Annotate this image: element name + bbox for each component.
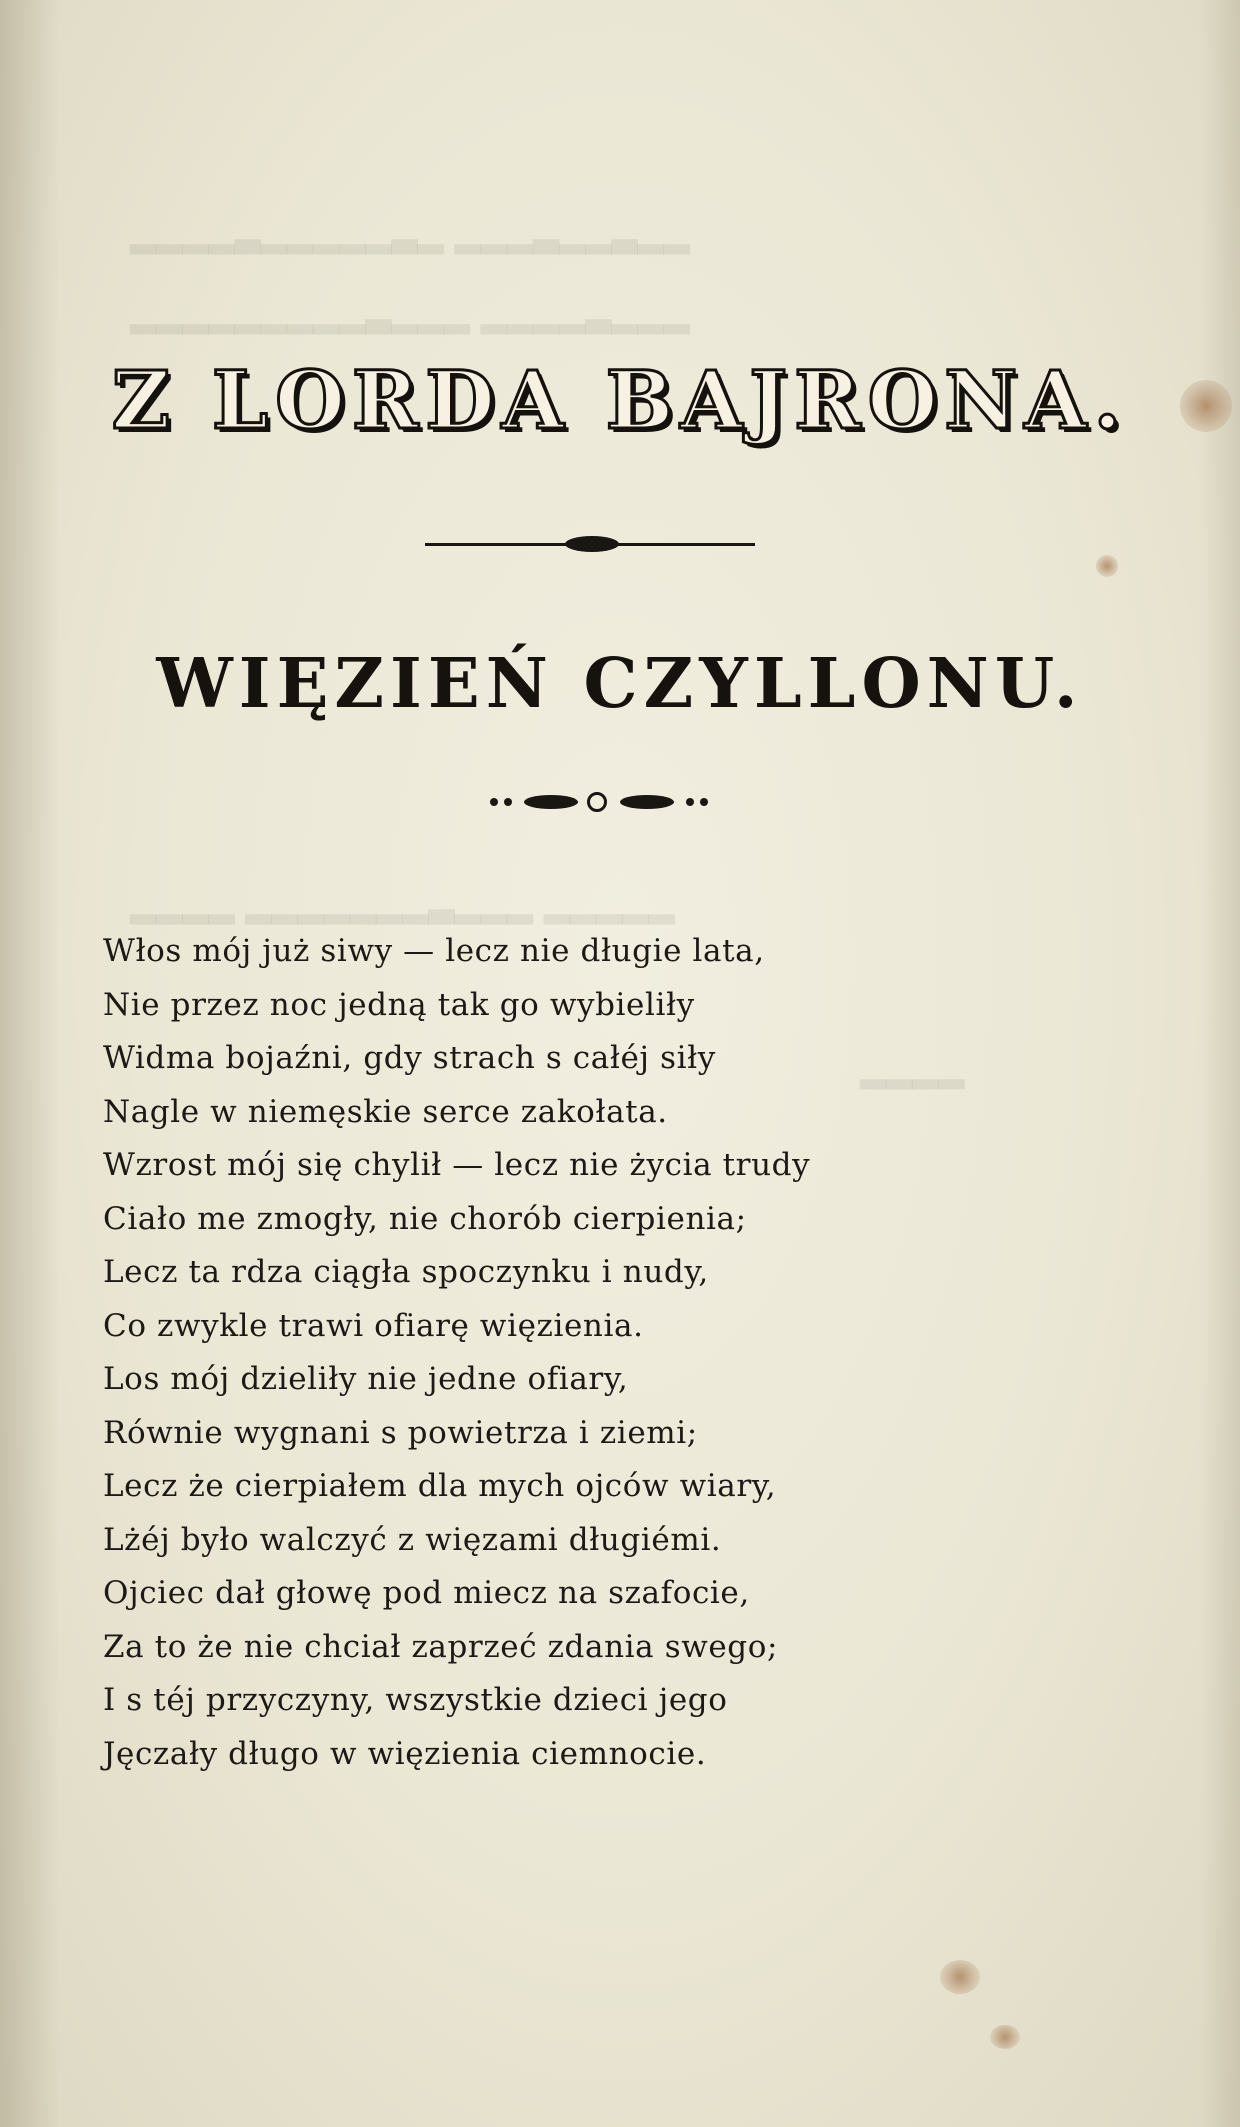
poem-line: Wzrost mój się chylił — lecz nie życia trudy (103, 1147, 811, 1183)
show-through-texture: ▂▂▂▂▂ ▂▂▂▃▂▂▂▂▂▂▂ ▂▂▂▂ (130, 885, 675, 925)
gutter-shadow (0, 0, 60, 2127)
poem-line: Ciało me zmogły, nie chorób cierpienia; (103, 1200, 747, 1237)
series-heading (0, 353, 1240, 447)
poem-line: Nagle w niemęskie serce zakołata. (103, 1093, 668, 1130)
poem-line: Los mój dzieliły nie jedne ofiary, (103, 1361, 629, 1397)
poem-line: Nie przez noc jedną tak go wybieliły (103, 986, 695, 1023)
show-through-texture: ▂▂▃▂▂▃▂▂▂ ▂▃▂▂▂▂▂▃▂▂▂▂ (130, 215, 690, 255)
poem-line: Widma bojaźni, gdy strach s całéj siły (103, 1040, 716, 1076)
poem-line: Ojciec dał głowę pod miecz na szafocie, (103, 1575, 750, 1611)
poem-line: Równie wygnani s powietrza i ziemi; (103, 1414, 698, 1451)
rule-ornament-icon (565, 536, 619, 552)
poem-line: Jęczały długo w więzienia ciemnocie. (103, 1735, 707, 1772)
poem-body (103, 925, 1003, 1781)
paper-stain (990, 2025, 1020, 2049)
poem-line: Lecz że cierpiałem dla mych ojców wiary, (103, 1468, 777, 1504)
poem-line: Lecz ta rdza ciągła spoczynku i nudy, (103, 1254, 709, 1290)
poem-line: Włos mój już siwy — lecz nie długie lata, (103, 933, 765, 969)
paper-stain (1096, 555, 1118, 577)
poem-title: WIĘZIEŃ CZYLLONU. (156, 644, 1084, 724)
series-title: Z LORDA BAJRONA. (111, 353, 1129, 447)
poem-line: Lżéj było walczyć z więzami długiémi. (103, 1521, 722, 1558)
divider-rule (425, 534, 755, 556)
show-through-texture: ▂▂▂▃▂▂▂▂ ▂▂▂▃▂▂▂▂▂▂▂▂▂ (130, 295, 690, 335)
paper-stain (940, 1960, 980, 1994)
poem-line: Za to że nie chciał zaprzeć zdania swego; (103, 1628, 779, 1665)
poem-line: I s téj przyczyny, wszystkie dzieci jego (103, 1682, 728, 1718)
page-edge-shadow (1200, 0, 1240, 2127)
flourish-ornament-icon (490, 790, 710, 814)
show-through-texture: ▂▂▂▂ (860, 1050, 965, 1090)
poem-line: Co zwykle trawi ofiarę więzienia. (103, 1307, 644, 1344)
